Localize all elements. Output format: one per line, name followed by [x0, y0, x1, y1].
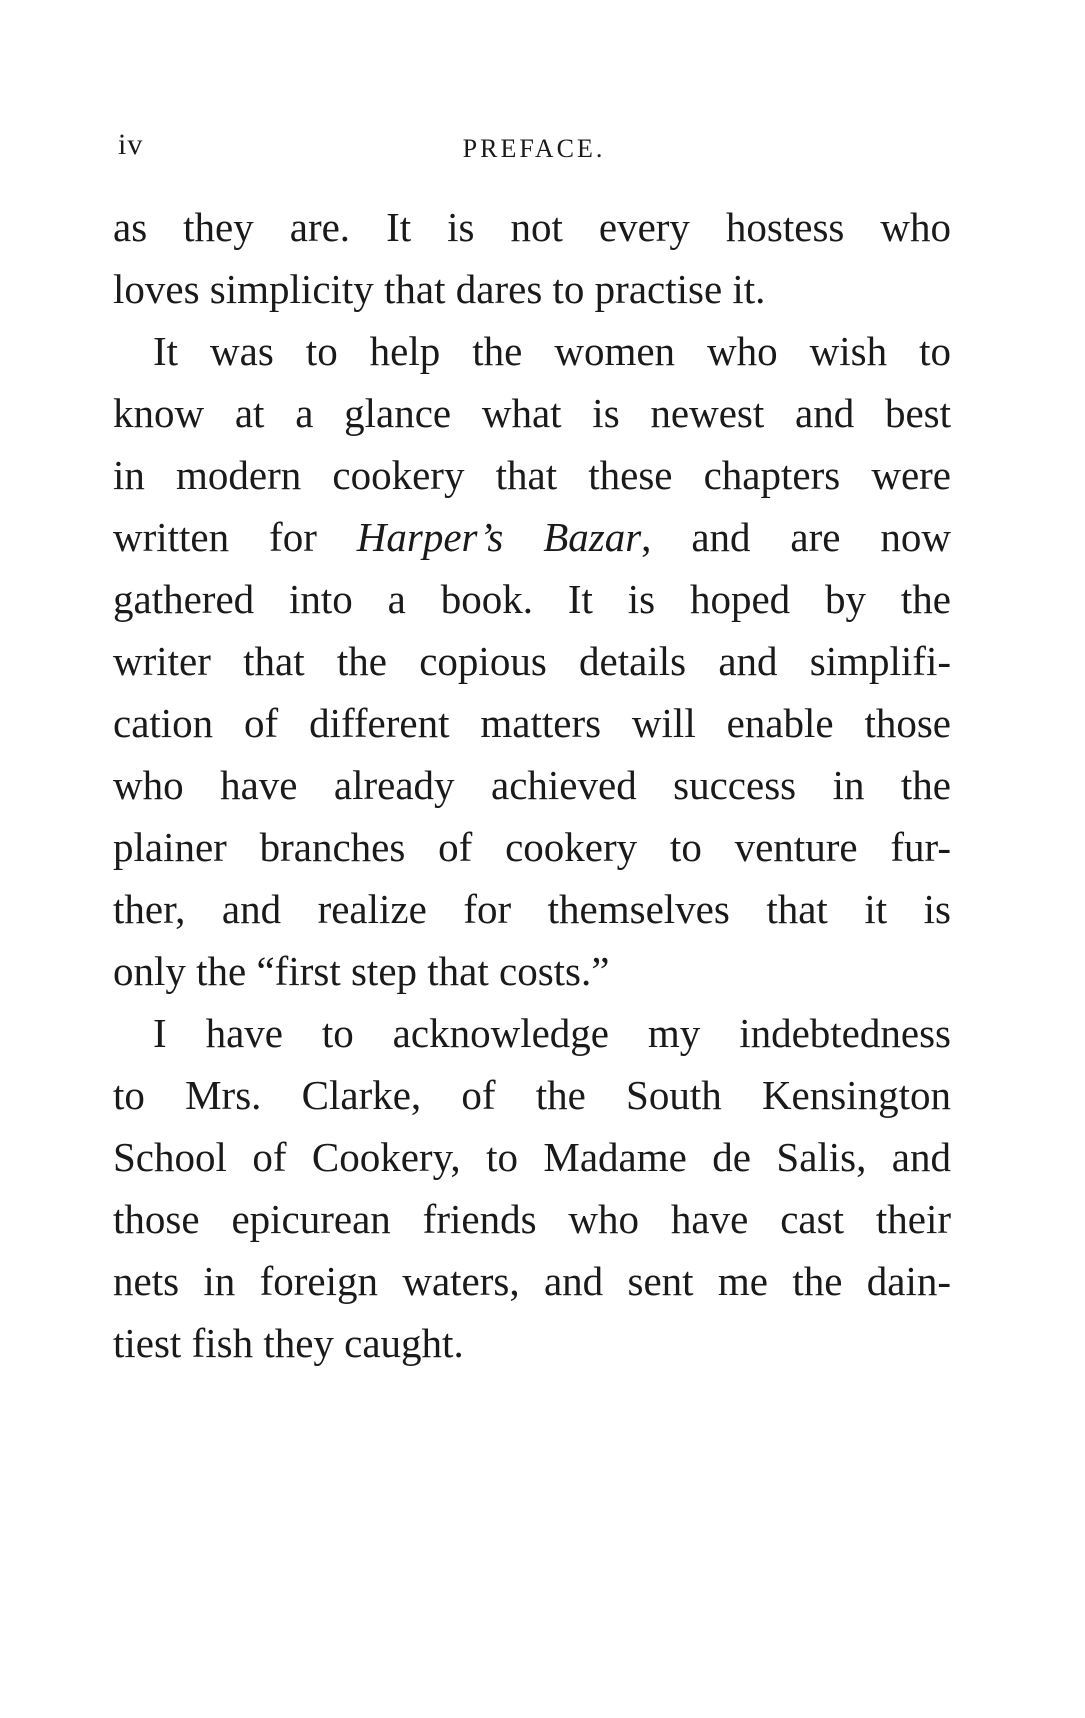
- body-text: [113, 196, 951, 1374]
- text-line: gathered into a book. It is hoped by the: [113, 576, 951, 622]
- text-line: ther, and realize for themselves that it is: [113, 886, 951, 932]
- running-head: [118, 128, 950, 168]
- periodical-title: Harper’s Bazar: [356, 514, 642, 560]
- text-line: writer that the copious details and simplifi-: [113, 638, 951, 684]
- text-line: those epicurean friends who have cast their: [113, 1196, 951, 1242]
- text-segment: , and are now: [641, 514, 951, 560]
- running-title: PREFACE.: [462, 134, 606, 163]
- text-line: loves simplicity that dares to practise it.: [113, 266, 766, 312]
- text-line: [113, 506, 951, 568]
- text-line: in modern cookery that these chapters were: [113, 452, 951, 498]
- text-line: tiest fish they caught.: [113, 1320, 464, 1366]
- text-line: plainer branches of cookery to venture fur-: [113, 824, 951, 870]
- text-line: as they are. It is not every hostess who: [113, 204, 951, 250]
- text-line: nets in foreign waters, and sent me the dain-: [113, 1258, 951, 1304]
- text-line: It was to help the women who wish to: [153, 328, 951, 374]
- text-line: to Mrs. Clarke, of the South Kensington: [113, 1072, 951, 1118]
- text-line: only the “first step that costs.”: [113, 948, 610, 994]
- text-segment: written for: [113, 514, 357, 560]
- text-line: who have already achieved success in the: [113, 762, 951, 808]
- text-line: cation of different matters will enable those: [113, 700, 951, 746]
- text-line: School of Cookery, to Madame de Salis, and: [113, 1134, 951, 1180]
- text-line: I have to acknowledge my indebtedness: [153, 1010, 951, 1056]
- text-line: know at a glance what is newest and best: [113, 390, 951, 436]
- page-number: iv: [118, 128, 144, 161]
